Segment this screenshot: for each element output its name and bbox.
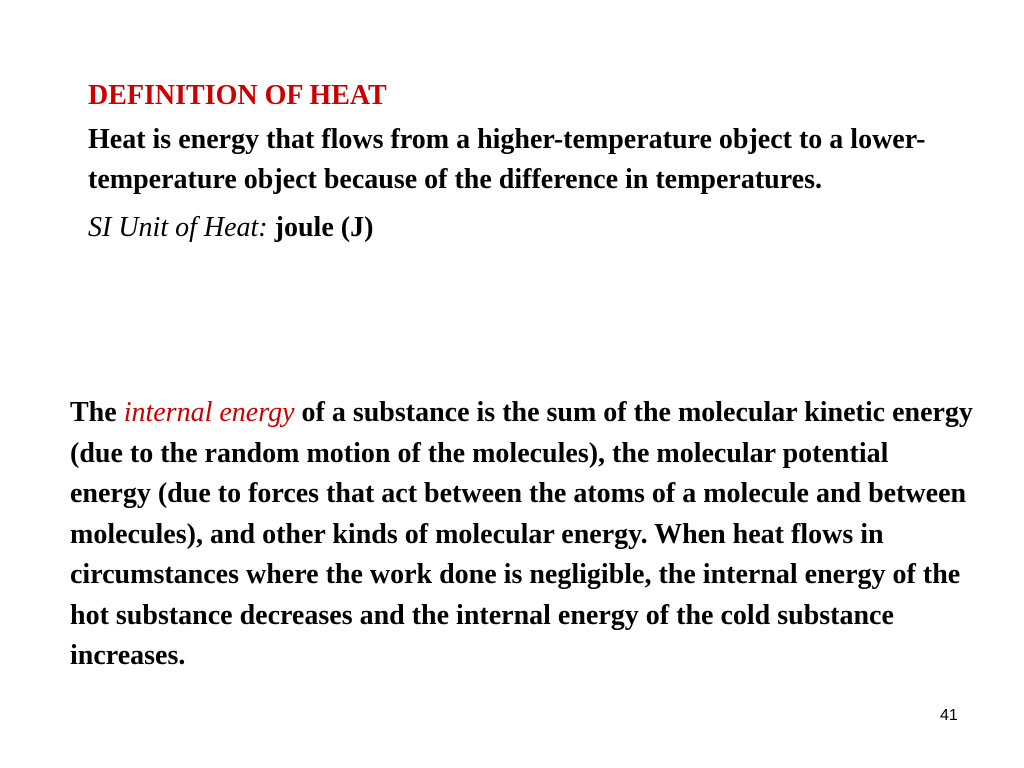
internal-energy-lead: The <box>70 397 117 428</box>
si-unit-label: SI Unit of Heat: <box>88 212 268 243</box>
si-unit-value: joule (J) <box>274 212 374 243</box>
si-unit-line <box>88 208 968 248</box>
definition-title: DEFINITION OF HEAT <box>88 80 387 111</box>
definition-text: Heat is energy that flows from a higher-temperature object to a lower-temperature object because of the difference in temperatures. <box>88 124 926 195</box>
page-number: 41 <box>940 707 958 724</box>
internal-energy-rest: of a substance is the sum of the molecular kinetic energy (due to the random motion of the molecules), the molecular potential energy (due to forces that act between the atoms of a molecule and between molecules), and other kinds of molecular energy. When heat flows in circumstances where the work done is negligible, the internal energy of the hot substance decreases and the internal energy of the cold substance increases. <box>70 397 973 671</box>
internal-energy-term: internal energy <box>123 397 295 428</box>
internal-energy-paragraph <box>70 393 975 677</box>
definition-block <box>88 78 968 248</box>
